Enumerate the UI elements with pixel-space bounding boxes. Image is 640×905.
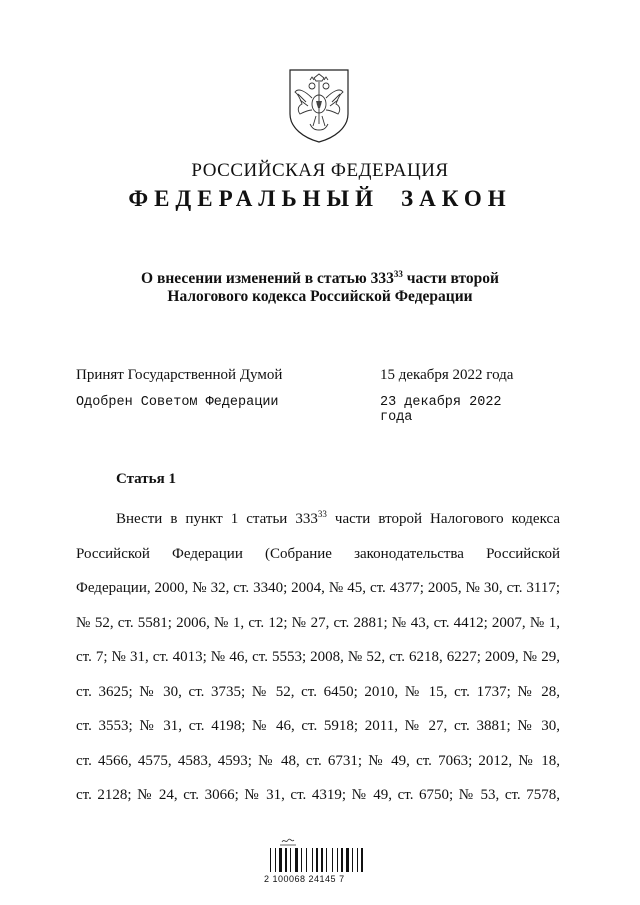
article-line: № 52, ст. 5581; 2006, № 1, ст. 12; № 27, ст. 2881; № 43, ст. 4412; 2007, № 1,	[76, 614, 560, 631]
law-title-line-1	[0, 270, 640, 288]
article-line: Российской Федерации (Собрание законодательства Российской	[76, 545, 560, 562]
law-title-text-tail: части второй	[402, 270, 499, 287]
document-type-heading	[0, 186, 640, 212]
article-line: ст. 2128; № 24, ст. 3066; № 31, ст. 4319; № 49, ст. 6750; № 53, ст. 7578,	[76, 787, 560, 803]
article-line: ст. 4566, 4575, 4583, 4593; № 48, ст. 6731; № 49, ст. 7063; 2012, № 18,	[76, 752, 560, 769]
law-title-line-2: Налогового кодекса Российской Федерации	[167, 288, 473, 305]
article-first-tail: части второй Налогового кодекса	[326, 511, 560, 527]
barcode-icon	[264, 834, 374, 874]
article-first-text: Внести в пункт 1 статьи 333	[116, 511, 318, 527]
article-body	[76, 502, 560, 813]
duma-adoption-date: 15 декабря 2022 года	[380, 367, 514, 383]
article-line-first	[76, 502, 560, 537]
article-line: ст. 3553; № 31, ст. 4198; № 46, ст. 5918; 2011, № 27, ст. 3881; № 30,	[76, 718, 560, 734]
barcode-number: 2 100068 24145 7	[264, 874, 345, 884]
article-line: ст. 7; № 31, ст. 4013; № 46, ст. 5553; 2008, № 52, ст. 6218, 6227; 2009, № 29,	[76, 649, 560, 665]
doctype-word-1: ФЕДЕРАЛЬНЫЙ	[128, 186, 380, 211]
article-first-superscript: 33	[317, 509, 327, 519]
article-heading: Статья 1	[116, 471, 176, 487]
doctype-word-2: ЗАКОН	[401, 186, 512, 211]
council-approval-date: 23 декабря 2022 года	[380, 395, 502, 425]
article-line: Федерации, 2000, № 32, ст. 3340; 2004, № 45, ст. 4377; 2005, № 30, ст. 3117;	[76, 580, 560, 596]
country-heading: РОССИЙСКАЯ ФЕДЕРАЦИЯ	[191, 160, 449, 181]
law-title	[0, 270, 640, 306]
article-line: ст. 3625; № 30, ст. 3735; № 52, ст. 6450; 2010, № 15, ст. 1737; № 28,	[76, 683, 560, 700]
law-title-text: О внесении изменений в статью 333	[141, 270, 394, 287]
law-title-superscript: 33	[393, 268, 403, 279]
state-emblem-icon	[286, 68, 352, 144]
handwritten-initials-icon	[280, 839, 296, 845]
duma-adoption-label: Принят Государственной Думой	[76, 367, 283, 383]
council-approval-label: Одобрен Советом Федерации	[76, 395, 279, 410]
barcode-block	[264, 834, 374, 894]
